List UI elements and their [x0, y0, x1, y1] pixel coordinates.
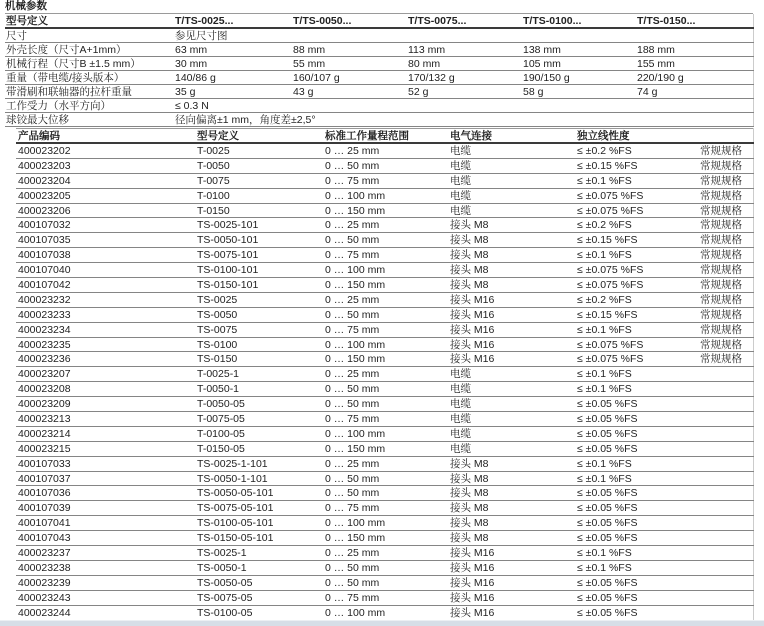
- connection-cell: 电缆: [448, 382, 575, 397]
- connection-cell: 电缆: [448, 143, 575, 158]
- connection-cell: 接头 M8: [448, 471, 575, 486]
- table-row: [16, 575, 753, 590]
- range-cell: 0 … 25 mm: [323, 456, 448, 471]
- mech-cell: 52 g: [407, 85, 522, 99]
- product-code-cell: 400023202: [16, 143, 195, 158]
- spec-cell: 常规规格: [698, 143, 753, 158]
- range-cell: 0 … 50 mm: [323, 486, 448, 501]
- product-code-cell: 400107035: [16, 233, 195, 248]
- mech-cell: 190/150 g: [522, 71, 636, 85]
- connection-cell: 电缆: [448, 173, 575, 188]
- range-cell: 0 … 75 mm: [323, 322, 448, 337]
- mech-header-row: [5, 14, 753, 28]
- range-cell: 0 … 75 mm: [323, 501, 448, 516]
- product-code-cell: 400107038: [16, 248, 195, 263]
- range-cell: 0 … 25 mm: [323, 143, 448, 158]
- mech-row-label: 球铰最大位移: [5, 113, 174, 127]
- mech-row-label: 尺寸: [5, 28, 174, 43]
- mech-cell: 55 mm: [292, 57, 407, 71]
- table-row: [16, 158, 753, 173]
- range-cell: 0 … 100 mm: [323, 337, 448, 352]
- linearity-cell: ≤ ±0.05 %FS: [575, 590, 698, 605]
- mech-header-model: T/TS-0075...: [407, 14, 522, 28]
- model-cell: TS-0150: [195, 352, 323, 367]
- spec-cell: 常规规格: [698, 158, 753, 173]
- range-cell: 0 … 50 mm: [323, 397, 448, 412]
- spec-cell: [698, 382, 753, 397]
- range-cell: 0 … 100 mm: [323, 605, 448, 620]
- table-row: [16, 441, 753, 456]
- mech-cell: 188 mm: [636, 43, 753, 57]
- spec-cell: [698, 501, 753, 516]
- mech-cell: 63 mm: [174, 43, 292, 57]
- product-header-connection: 电气连接: [448, 129, 575, 144]
- linearity-cell: ≤ ±0.05 %FS: [575, 501, 698, 516]
- table-row: [16, 516, 753, 531]
- mech-cell: 170/132 g: [407, 71, 522, 85]
- model-cell: TS-0050-05: [195, 575, 323, 590]
- table-row: [16, 501, 753, 516]
- table-row: [5, 99, 753, 113]
- table-row: [16, 382, 753, 397]
- table-row: [16, 456, 753, 471]
- product-header-range: 标准工作量程范围: [323, 129, 448, 144]
- spec-cell: 常规规格: [698, 248, 753, 263]
- table-row: [16, 486, 753, 501]
- spec-cell: 常规规格: [698, 307, 753, 322]
- product-code-cell: 400023204: [16, 173, 195, 188]
- linearity-cell: ≤ ±0.1 %FS: [575, 560, 698, 575]
- range-cell: 0 … 75 mm: [323, 248, 448, 263]
- connection-cell: 接头 M8: [448, 248, 575, 263]
- connection-cell: 电缆: [448, 397, 575, 412]
- model-cell: TS-0150-101: [195, 278, 323, 293]
- connection-cell: 电缆: [448, 188, 575, 203]
- table-row: [5, 43, 753, 57]
- mech-cell: 58 g: [522, 85, 636, 99]
- table-row: [16, 143, 753, 158]
- table-row: [16, 531, 753, 546]
- product-header-code: 产品编码: [16, 129, 195, 144]
- model-cell: T-0050-05: [195, 397, 323, 412]
- connection-cell: 接头 M8: [448, 456, 575, 471]
- linearity-cell: ≤ ±0.2 %FS: [575, 143, 698, 158]
- table-row: [16, 278, 753, 293]
- spec-cell: 常规规格: [698, 203, 753, 218]
- range-cell: 0 … 75 mm: [323, 412, 448, 427]
- mech-header-model: T/TS-0025...: [174, 14, 292, 28]
- spec-cell: 常规规格: [698, 218, 753, 233]
- product-code-cell: 400107032: [16, 218, 195, 233]
- model-cell: TS-0100-05: [195, 605, 323, 620]
- product-code-cell: 400023203: [16, 158, 195, 173]
- connection-cell: 接头 M16: [448, 590, 575, 605]
- range-cell: 0 … 75 mm: [323, 590, 448, 605]
- spec-cell: 常规规格: [698, 337, 753, 352]
- linearity-cell: ≤ ±0.2 %FS: [575, 218, 698, 233]
- spec-cell: 常规规格: [698, 188, 753, 203]
- model-cell: TS-0150-05-101: [195, 531, 323, 546]
- connection-cell: 接头 M16: [448, 337, 575, 352]
- linearity-cell: ≤ ±0.075 %FS: [575, 263, 698, 278]
- connection-cell: 接头 M16: [448, 322, 575, 337]
- spec-cell: [698, 590, 753, 605]
- connection-cell: 接头 M16: [448, 292, 575, 307]
- mech-cell: 138 mm: [522, 43, 636, 57]
- table-row: [16, 173, 753, 188]
- table-row: [16, 233, 753, 248]
- linearity-cell: ≤ ±0.15 %FS: [575, 307, 698, 322]
- range-cell: 0 … 100 mm: [323, 516, 448, 531]
- table-row: [5, 85, 753, 99]
- connection-cell: 接头 M16: [448, 546, 575, 561]
- table-row: [16, 307, 753, 322]
- range-cell: 0 … 50 mm: [323, 158, 448, 173]
- table-row: [16, 248, 753, 263]
- range-cell: 0 … 50 mm: [323, 575, 448, 590]
- model-cell: TS-0075-101: [195, 248, 323, 263]
- model-cell: TS-0025: [195, 292, 323, 307]
- model-cell: T-0100-05: [195, 426, 323, 441]
- spec-cell: 常规规格: [698, 322, 753, 337]
- mechanical-parameters-table: [5, 14, 754, 127]
- range-cell: 0 … 25 mm: [323, 546, 448, 561]
- range-cell: 0 … 150 mm: [323, 352, 448, 367]
- linearity-cell: ≤ ±0.1 %FS: [575, 382, 698, 397]
- product-code-cell: 400107037: [16, 471, 195, 486]
- product-header-model: 型号定义: [195, 129, 323, 144]
- product-code-cell: 400023233: [16, 307, 195, 322]
- connection-cell: 接头 M8: [448, 531, 575, 546]
- connection-cell: 电缆: [448, 203, 575, 218]
- mech-cell: 35 g: [174, 85, 292, 99]
- model-cell: T-0150-05: [195, 441, 323, 456]
- product-header-spec: [698, 129, 753, 144]
- spec-cell: [698, 412, 753, 427]
- model-cell: TS-0100: [195, 337, 323, 352]
- model-cell: TS-0050-05-101: [195, 486, 323, 501]
- linearity-cell: ≤ ±0.075 %FS: [575, 203, 698, 218]
- model-cell: TS-0075-05-101: [195, 501, 323, 516]
- table-row: [16, 412, 753, 427]
- connection-cell: 接头 M16: [448, 575, 575, 590]
- product-list-table: [16, 128, 754, 621]
- table-row: [16, 560, 753, 575]
- spec-cell: 常规规格: [698, 278, 753, 293]
- connection-cell: 接头 M16: [448, 307, 575, 322]
- mech-cell: 74 g: [636, 85, 753, 99]
- range-cell: 0 … 25 mm: [323, 367, 448, 382]
- table-row: [16, 263, 753, 278]
- product-code-cell: 400023243: [16, 590, 195, 605]
- spec-cell: [698, 441, 753, 456]
- connection-cell: 接头 M16: [448, 605, 575, 620]
- linearity-cell: ≤ ±0.2 %FS: [575, 292, 698, 307]
- range-cell: 0 … 100 mm: [323, 426, 448, 441]
- range-cell: 0 … 150 mm: [323, 203, 448, 218]
- model-cell: TS-0075: [195, 322, 323, 337]
- range-cell: 0 … 50 mm: [323, 382, 448, 397]
- spec-cell: [698, 456, 753, 471]
- table-row: [16, 352, 753, 367]
- range-cell: 0 … 150 mm: [323, 531, 448, 546]
- spec-cell: [698, 486, 753, 501]
- model-cell: TS-0100-05-101: [195, 516, 323, 531]
- model-cell: TS-0050-101: [195, 233, 323, 248]
- spec-cell: [698, 575, 753, 590]
- spec-cell: [698, 426, 753, 441]
- model-cell: TS-0050: [195, 307, 323, 322]
- connection-cell: 接头 M8: [448, 486, 575, 501]
- product-code-cell: 400023237: [16, 546, 195, 561]
- product-code-cell: 400023235: [16, 337, 195, 352]
- linearity-cell: ≤ ±0.15 %FS: [575, 158, 698, 173]
- range-cell: 0 … 25 mm: [323, 218, 448, 233]
- range-cell: 0 … 75 mm: [323, 173, 448, 188]
- connection-cell: 接头 M8: [448, 501, 575, 516]
- mech-cell-span: 参见尺寸图: [174, 28, 753, 43]
- product-code-cell: 400023208: [16, 382, 195, 397]
- range-cell: 0 … 25 mm: [323, 292, 448, 307]
- mech-row-label: 带滑刷和联轴器的拉杆重量: [5, 85, 174, 99]
- table-row: [5, 113, 753, 127]
- product-code-cell: 400023244: [16, 605, 195, 620]
- model-cell: TS-0100-101: [195, 263, 323, 278]
- mech-row-label: 工作受力（水平方向）: [5, 99, 174, 113]
- product-code-cell: 400023215: [16, 441, 195, 456]
- linearity-cell: ≤ ±0.05 %FS: [575, 441, 698, 456]
- product-header-row: [16, 129, 753, 144]
- spec-cell: [698, 397, 753, 412]
- range-cell: 0 … 50 mm: [323, 471, 448, 486]
- table-row: [5, 28, 753, 43]
- spec-cell: [698, 546, 753, 561]
- model-cell: TS-0025-1: [195, 546, 323, 561]
- spec-cell: [698, 560, 753, 575]
- product-code-cell: 400107040: [16, 263, 195, 278]
- product-code-cell: 400023239: [16, 575, 195, 590]
- model-cell: T-0150: [195, 203, 323, 218]
- model-cell: T-0050-1: [195, 382, 323, 397]
- range-cell: 0 … 150 mm: [323, 278, 448, 293]
- linearity-cell: ≤ ±0.1 %FS: [575, 471, 698, 486]
- product-code-cell: 400023207: [16, 367, 195, 382]
- product-code-cell: 400023238: [16, 560, 195, 575]
- mech-cell-span: ≤ 0.3 N: [174, 99, 753, 113]
- product-header-linearity: 独立线性度: [575, 129, 698, 144]
- range-cell: 0 … 50 mm: [323, 560, 448, 575]
- linearity-cell: ≤ ±0.075 %FS: [575, 278, 698, 293]
- model-cell: T-0025: [195, 143, 323, 158]
- linearity-cell: ≤ ±0.075 %FS: [575, 352, 698, 367]
- linearity-cell: ≤ ±0.1 %FS: [575, 322, 698, 337]
- range-cell: 0 … 150 mm: [323, 441, 448, 456]
- connection-cell: 接头 M8: [448, 218, 575, 233]
- product-code-cell: 400023232: [16, 292, 195, 307]
- mech-cell: 30 mm: [174, 57, 292, 71]
- connection-cell: 接头 M16: [448, 352, 575, 367]
- linearity-cell: ≤ ±0.1 %FS: [575, 546, 698, 561]
- model-cell: TS-0050-1: [195, 560, 323, 575]
- table-row: [16, 337, 753, 352]
- mech-cell: 220/190 g: [636, 71, 753, 85]
- model-cell: TS-0025-101: [195, 218, 323, 233]
- mech-header-model: T/TS-0050...: [292, 14, 407, 28]
- mech-cell: 140/86 g: [174, 71, 292, 85]
- product-code-cell: 400023236: [16, 352, 195, 367]
- model-cell: T-0075: [195, 173, 323, 188]
- product-code-cell: 400023209: [16, 397, 195, 412]
- model-cell: TS-0025-1-101: [195, 456, 323, 471]
- table-row: [5, 57, 753, 71]
- product-table-body: [16, 143, 753, 620]
- mech-cell: 105 mm: [522, 57, 636, 71]
- linearity-cell: ≤ ±0.05 %FS: [575, 531, 698, 546]
- range-cell: 0 … 50 mm: [323, 233, 448, 248]
- product-code-cell: 400107043: [16, 531, 195, 546]
- product-code-cell: 400023234: [16, 322, 195, 337]
- connection-cell: 电缆: [448, 367, 575, 382]
- spec-cell: [698, 605, 753, 620]
- linearity-cell: ≤ ±0.075 %FS: [575, 188, 698, 203]
- spec-cell: 常规规格: [698, 352, 753, 367]
- mech-cell: 155 mm: [636, 57, 753, 71]
- mech-row-label: 机械行程（尺寸B ±1.5 mm）: [5, 57, 174, 71]
- spec-cell: [698, 516, 753, 531]
- mech-row-label: 重量（带电缆/接头版本）: [5, 71, 174, 85]
- model-cell: T-0100: [195, 188, 323, 203]
- connection-cell: 接头 M8: [448, 278, 575, 293]
- mech-row-label: 外壳长度（尺寸A+1mm）: [5, 43, 174, 57]
- table-row: [16, 322, 753, 337]
- product-code-cell: 400107041: [16, 516, 195, 531]
- linearity-cell: ≤ ±0.05 %FS: [575, 516, 698, 531]
- connection-cell: 电缆: [448, 441, 575, 456]
- spec-cell: 常规规格: [698, 263, 753, 278]
- product-code-cell: 400023214: [16, 426, 195, 441]
- table-row: [16, 218, 753, 233]
- connection-cell: 电缆: [448, 426, 575, 441]
- mechanical-parameters-title: 机械参数: [5, 0, 753, 14]
- table-row: [16, 590, 753, 605]
- range-cell: 0 … 50 mm: [323, 307, 448, 322]
- connection-cell: 接头 M8: [448, 516, 575, 531]
- model-cell: T-0050: [195, 158, 323, 173]
- spec-cell: 常规规格: [698, 233, 753, 248]
- mech-table-body: [5, 28, 753, 127]
- mech-header-label: 型号定义: [5, 14, 174, 28]
- table-row: [16, 397, 753, 412]
- product-code-cell: 400107036: [16, 486, 195, 501]
- product-code-cell: 400107033: [16, 456, 195, 471]
- range-cell: 0 … 100 mm: [323, 188, 448, 203]
- product-code-cell: 400023206: [16, 203, 195, 218]
- mech-header-model: T/TS-0150...: [636, 14, 753, 28]
- table-row: [16, 188, 753, 203]
- linearity-cell: ≤ ±0.05 %FS: [575, 397, 698, 412]
- linearity-cell: ≤ ±0.1 %FS: [575, 248, 698, 263]
- spec-cell: [698, 471, 753, 486]
- linearity-cell: ≤ ±0.1 %FS: [575, 173, 698, 188]
- mech-cell-span: 径向偏离±1 mm，角度差±2,5°: [174, 113, 753, 127]
- table-row: [16, 426, 753, 441]
- linearity-cell: ≤ ±0.05 %FS: [575, 605, 698, 620]
- range-cell: 0 … 100 mm: [323, 263, 448, 278]
- linearity-cell: ≤ ±0.05 %FS: [575, 486, 698, 501]
- spec-cell: 常规规格: [698, 292, 753, 307]
- table-row: [16, 471, 753, 486]
- model-cell: TS-0050-1-101: [195, 471, 323, 486]
- connection-cell: 电缆: [448, 158, 575, 173]
- linearity-cell: ≤ ±0.1 %FS: [575, 367, 698, 382]
- spec-cell: [698, 531, 753, 546]
- linearity-cell: ≤ ±0.05 %FS: [575, 575, 698, 590]
- table-row: [16, 203, 753, 218]
- connection-cell: 接头 M16: [448, 560, 575, 575]
- mech-cell: 88 mm: [292, 43, 407, 57]
- connection-cell: 接头 M8: [448, 263, 575, 278]
- linearity-cell: ≤ ±0.05 %FS: [575, 426, 698, 441]
- mech-cell: 80 mm: [407, 57, 522, 71]
- product-code-cell: 400023205: [16, 188, 195, 203]
- mech-cell: 43 g: [292, 85, 407, 99]
- mech-cell: 113 mm: [407, 43, 522, 57]
- linearity-cell: ≤ ±0.075 %FS: [575, 337, 698, 352]
- model-cell: T-0025-1: [195, 367, 323, 382]
- table-row: [16, 605, 753, 620]
- mech-cell: 160/107 g: [292, 71, 407, 85]
- model-cell: TS-0075-05: [195, 590, 323, 605]
- linearity-cell: ≤ ±0.15 %FS: [575, 233, 698, 248]
- linearity-cell: ≤ ±0.05 %FS: [575, 412, 698, 427]
- model-cell: T-0075-05: [195, 412, 323, 427]
- mech-header-model: T/TS-0100...: [522, 14, 636, 28]
- page-bottom-strip: [0, 620, 764, 626]
- table-row: [5, 71, 753, 85]
- table-row: [16, 546, 753, 561]
- spec-cell: 常规规格: [698, 173, 753, 188]
- product-code-cell: 400107042: [16, 278, 195, 293]
- product-code-cell: 400023213: [16, 412, 195, 427]
- linearity-cell: ≤ ±0.1 %FS: [575, 456, 698, 471]
- spec-cell: [698, 367, 753, 382]
- table-row: [16, 367, 753, 382]
- connection-cell: 电缆: [448, 412, 575, 427]
- table-row: [16, 292, 753, 307]
- product-code-cell: 400107039: [16, 501, 195, 516]
- connection-cell: 接头 M8: [448, 233, 575, 248]
